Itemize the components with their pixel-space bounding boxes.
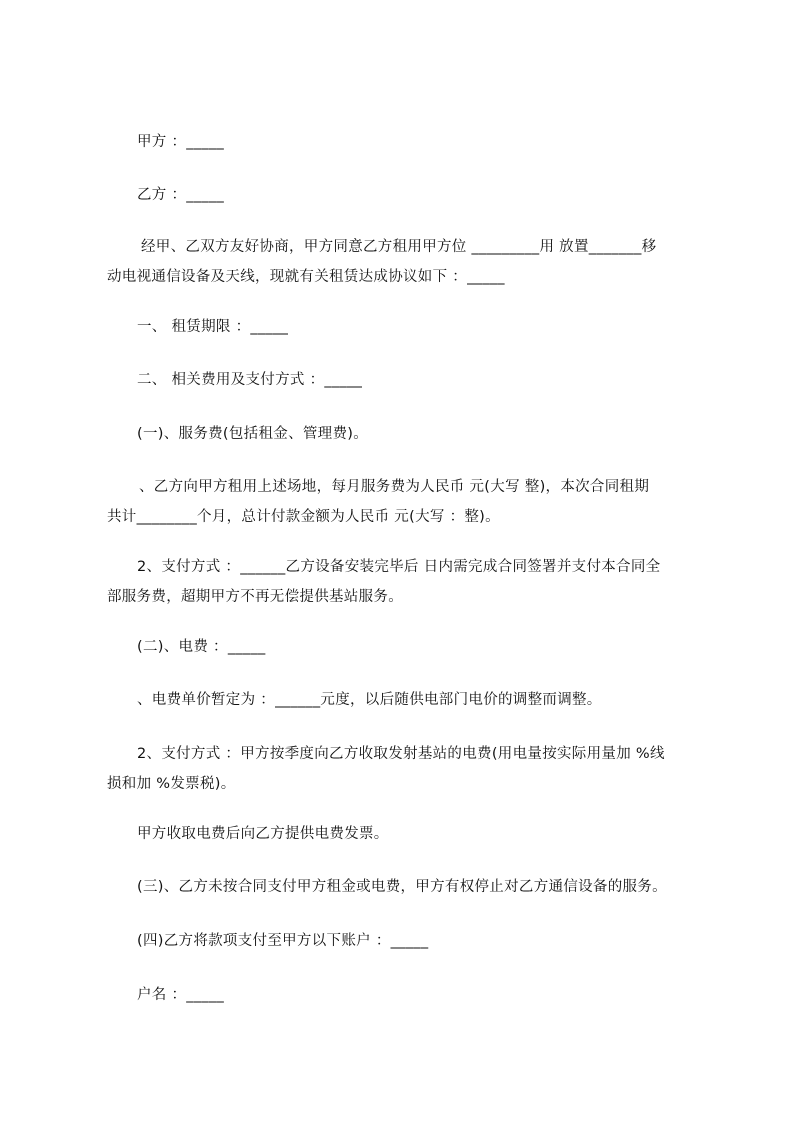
intro-line-2: 动电视通信设备及天线，现就有关租赁达成协议如下 ：_____ (107, 269, 505, 285)
section-1-text: 一、 租赁期限 ：_____ (137, 319, 289, 335)
intro-line-1: 经甲、乙双方友好协商，甲方同意乙方租用甲方位 _________用 放置_______移 (141, 239, 657, 255)
electricity-item-2-line-1: 2、支付方式 ：甲方按季度向乙方收取发射基站的电费(用电量按实际用量加 %线 (137, 746, 665, 762)
party-a-text: 甲方 ：_____ (137, 134, 225, 150)
service-fee-item-2-line-2: 部服务费，超期甲方不再无偿提供基站服务。 (107, 589, 403, 605)
electricity-text: (二)、电费 ：_____ (137, 639, 266, 655)
service-fee-text: (一)、服务费(包括租金、管理费)。 (137, 426, 369, 442)
service-fee-item-1-line-1: 、乙方向甲方租用上述场地，每月服务费为人民币 元(大写 整)，本次合同租期 (139, 479, 650, 495)
electricity-item-1-text: 、电费单价暂定为 ：______元度，以后随供电部门电价的调整而调整。 (137, 692, 602, 708)
section-2-text: 二、 相关费用及支付方式 ：_____ (137, 372, 363, 388)
party-b-text: 乙方 ：_____ (137, 187, 225, 203)
account-name-text: 户名 ：_____ (137, 987, 225, 1003)
payment-account-text: (四)乙方将款项支付至甲方以下账户 ：_____ (137, 933, 429, 949)
electricity-item-2-line-2: 损和加 %发票税)。 (107, 776, 236, 792)
electricity-invoice-text: 甲方收取电费后向乙方提供电费发票。 (137, 826, 389, 842)
service-fee-item-2-line-1: 2、支付方式 ：______乙方设备安装完毕后 日内需完成合同签署并支付本合同全 (137, 559, 661, 575)
breach-clause-text: (三)、乙方未按合同支付甲方租金或电费，甲方有权停止对乙方通信设备的服务。 (137, 879, 667, 895)
service-fee-item-1-line-2: 共计________个月，总计付款金额为人民币 元(大写 ：整)。 (107, 509, 500, 525)
